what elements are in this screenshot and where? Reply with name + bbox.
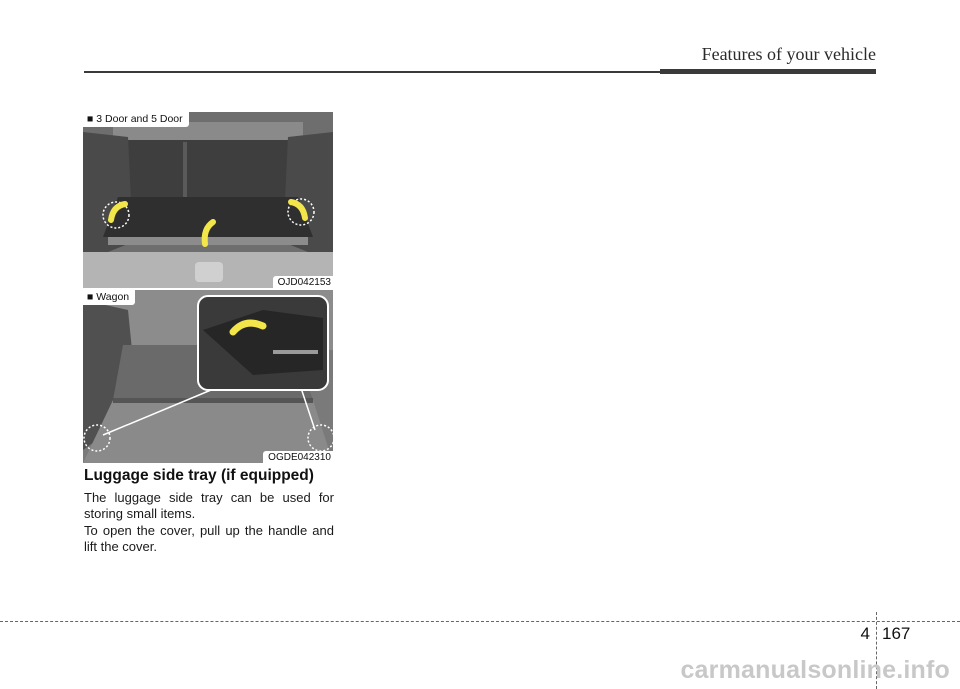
figure-wagon-cargo bbox=[83, 290, 333, 463]
figure-code: OJD042153 bbox=[273, 276, 333, 288]
footer-rule bbox=[0, 621, 960, 622]
page-number: 167 bbox=[882, 624, 911, 643]
figure-variant-label: ■ 3 Door and 5 Door bbox=[83, 112, 189, 127]
section-title: Luggage side tray (if equipped) bbox=[84, 467, 314, 484]
figure-variant-label: ■ Wagon bbox=[83, 290, 135, 305]
header-title: Features of your vehicle bbox=[701, 44, 876, 64]
chapter-number: 4 bbox=[860, 624, 870, 643]
figure-hatchback-cargo bbox=[83, 112, 333, 288]
body-paragraph: To open the cover, pull up the handle and lift the cover. bbox=[84, 523, 334, 554]
figure-code: OGDE042310 bbox=[263, 451, 333, 463]
wagon-cargo-illustration bbox=[83, 290, 333, 463]
watermark: carmanualsonline.info bbox=[680, 656, 950, 684]
body-paragraph: The luggage side tray can be used for storing small items. bbox=[84, 490, 334, 521]
hatchback-cargo-illustration bbox=[83, 112, 333, 288]
header-rule-accent bbox=[660, 69, 876, 74]
